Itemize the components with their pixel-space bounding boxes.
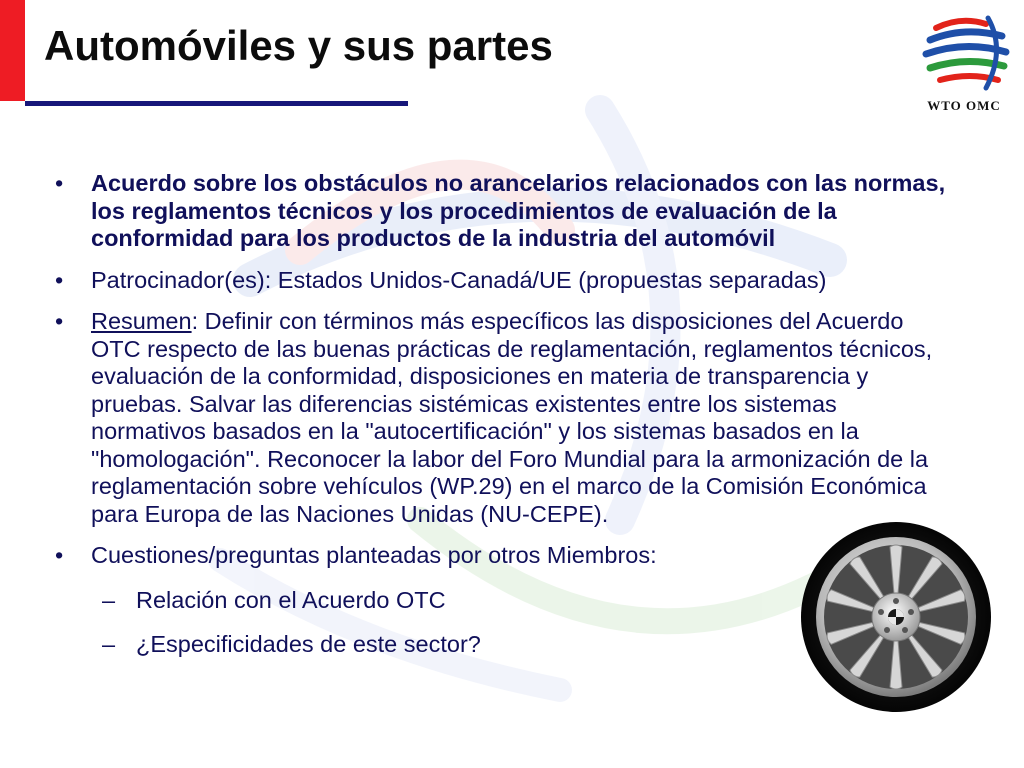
bullet-marker: • [55, 542, 64, 568]
bullet-agreement [52, 170, 957, 253]
agreement-text: Acuerdo sobre los obstáculos no arancelarios relacionados con las normas, los reglamentos técnicos y los procedimientos de evaluación de la conformidad para los productos de la industria del automóvil [91, 170, 946, 251]
bullet-summary [52, 308, 957, 528]
sponsors-text: Patrocinador(es): Estados Unidos-Canadá/UE (propuestas separadas) [91, 266, 827, 293]
bullet-marker: • [55, 266, 64, 293]
sub-bullet-sector-text: ¿Especificidades de este sector? [136, 631, 481, 657]
bullet-marker: • [55, 308, 64, 334]
title-underline [25, 101, 408, 106]
alloy-wheel-image [800, 521, 992, 713]
title-accent-bar [0, 0, 25, 101]
sub-bullet-otc-text: Relación con el Acuerdo OTC [136, 586, 446, 613]
summary-text: : Definir con términos más específicos las disposiciones del Acuerdo OTC respecto de las buenas prácticas de reglamentación, reglamentos técnicos, evaluación de la conformidad, disposiciones en materia de transparencia y pruebas. Salvar las diferencias sistémicas existentes entre los sistemas normativos basados en la "autocertificación" y los sistemas basados en la "homologación". Reconocer la labor del Foro Mundial para la armonización de la reglamentación sobre vehículos (WP.29) en el marco de la Comisión Económica para Europa de las Naciones Unidas (NU-CEPE). [91, 308, 933, 527]
bullet-sponsors [52, 267, 957, 295]
sub-bullet-marker: – [102, 631, 116, 657]
summary-label: Resumen [91, 308, 192, 334]
wto-swirl-logo-icon [916, 10, 1012, 96]
slide-title: Automóviles y sus partes [44, 22, 553, 69]
wto-logo [916, 10, 1012, 120]
logo-caption: WTO OMC [927, 98, 1001, 113]
bullet-marker: • [55, 170, 64, 196]
sub-bullet-marker: – [102, 586, 116, 613]
questions-text: Cuestiones/preguntas planteadas por otros Miembros: [91, 542, 657, 568]
